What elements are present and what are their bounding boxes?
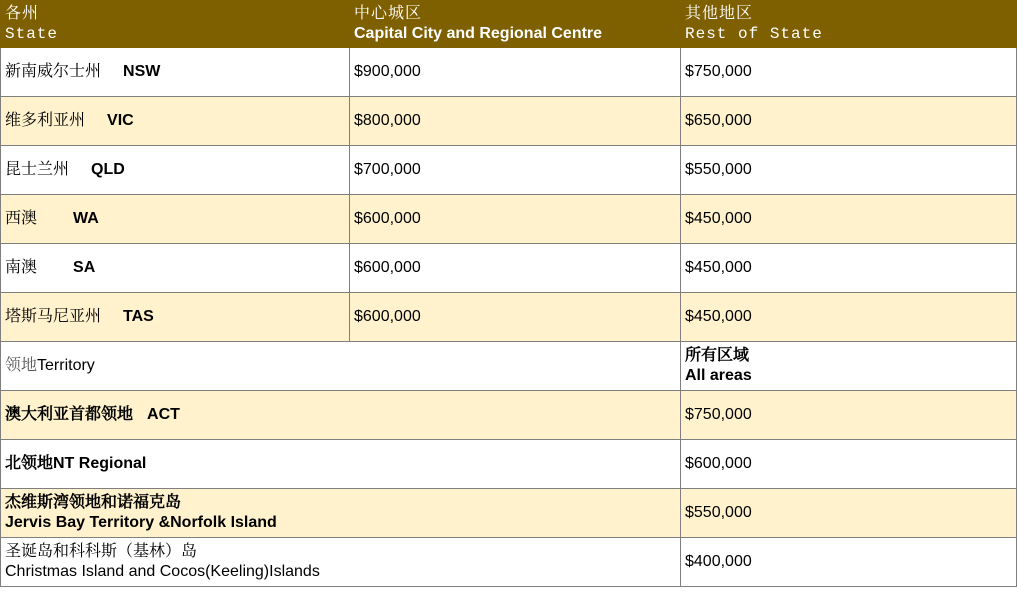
state-name: 塔斯马尼亚州 — [5, 308, 102, 325]
table-header-row — [1, 1, 1017, 48]
state-code: SA — [73, 259, 96, 276]
table-row — [1, 195, 1017, 244]
rest-amount: $650,000 — [681, 97, 1017, 146]
state-cell — [1, 146, 350, 195]
territory-cell — [1, 489, 681, 538]
table-row — [1, 391, 1017, 440]
territory-name-en: Christmas Island and Cocos(Keeling)Islands — [5, 563, 320, 580]
capital-amount: $600,000 — [350, 244, 681, 293]
header-rest-en: Rest of State — [685, 25, 823, 43]
table-row — [1, 489, 1017, 538]
territory-cell — [1, 440, 681, 489]
header-state-zh: 各州 — [5, 5, 40, 23]
state-name: 西澳 — [5, 210, 38, 227]
header-capital-zh: 中心城区 — [354, 5, 423, 23]
territory-name: 澳大利亚首都领地 — [5, 406, 134, 423]
rest-amount: $450,000 — [681, 244, 1017, 293]
header-capital-cell — [350, 1, 681, 48]
all-areas-cell — [681, 342, 1017, 391]
capital-amount: $900,000 — [350, 48, 681, 97]
state-cell — [1, 48, 350, 97]
territory-amount: $400,000 — [681, 538, 1017, 587]
territory-code: ACT — [147, 406, 180, 423]
table-row — [1, 440, 1017, 489]
state-cell — [1, 293, 350, 342]
territory-name: 北领地NT Regional — [5, 455, 147, 472]
state-code: WA — [73, 210, 99, 227]
header-state-cell — [1, 1, 350, 48]
territory-amount: $600,000 — [681, 440, 1017, 489]
territory-cell — [1, 538, 681, 587]
all-areas-en: All areas — [685, 367, 752, 384]
state-name: 新南威尔士州 — [5, 63, 102, 80]
territory-label-cell — [1, 342, 681, 391]
territory-name-en: Jervis Bay Territory &Norfolk Island — [5, 514, 277, 531]
territory-name-zh: 圣诞岛和科科斯（基林）岛 — [5, 543, 198, 560]
state-name: 维多利亚州 — [5, 112, 86, 129]
header-state-en: State — [5, 25, 59, 43]
territory-label-zh: 领地 — [5, 357, 38, 374]
territory-header-row — [1, 342, 1017, 391]
table-row — [1, 146, 1017, 195]
table-row — [1, 538, 1017, 587]
territory-name-zh: 杰维斯湾领地和诺福克岛 — [5, 494, 182, 511]
territory-amount: $550,000 — [681, 489, 1017, 538]
table-row — [1, 293, 1017, 342]
header-capital-en: Capital City and Regional Centre — [354, 25, 603, 42]
all-areas-zh: 所有区域 — [685, 347, 750, 364]
capital-amount: $800,000 — [350, 97, 681, 146]
capital-amount: $600,000 — [350, 293, 681, 342]
territory-label-en: Territory — [37, 357, 95, 374]
table-row — [1, 97, 1017, 146]
capital-amount: $600,000 — [350, 195, 681, 244]
state-name: 南澳 — [5, 259, 38, 276]
rest-amount: $550,000 — [681, 146, 1017, 195]
state-code: QLD — [91, 161, 125, 178]
state-code: VIC — [107, 112, 134, 129]
rest-amount: $450,000 — [681, 293, 1017, 342]
state-code: TAS — [123, 308, 154, 325]
state-cell — [1, 97, 350, 146]
rest-amount: $450,000 — [681, 195, 1017, 244]
table-row — [1, 244, 1017, 293]
state-cell — [1, 195, 350, 244]
state-code: NSW — [123, 63, 161, 80]
state-cell — [1, 244, 350, 293]
header-rest-cell — [681, 1, 1017, 48]
rest-amount: $750,000 — [681, 48, 1017, 97]
table-row — [1, 48, 1017, 97]
header-rest-zh: 其他地区 — [685, 5, 754, 23]
state-name: 昆士兰州 — [5, 161, 70, 178]
territory-cell — [1, 391, 681, 440]
capital-amount: $700,000 — [350, 146, 681, 195]
territory-amount: $750,000 — [681, 391, 1017, 440]
